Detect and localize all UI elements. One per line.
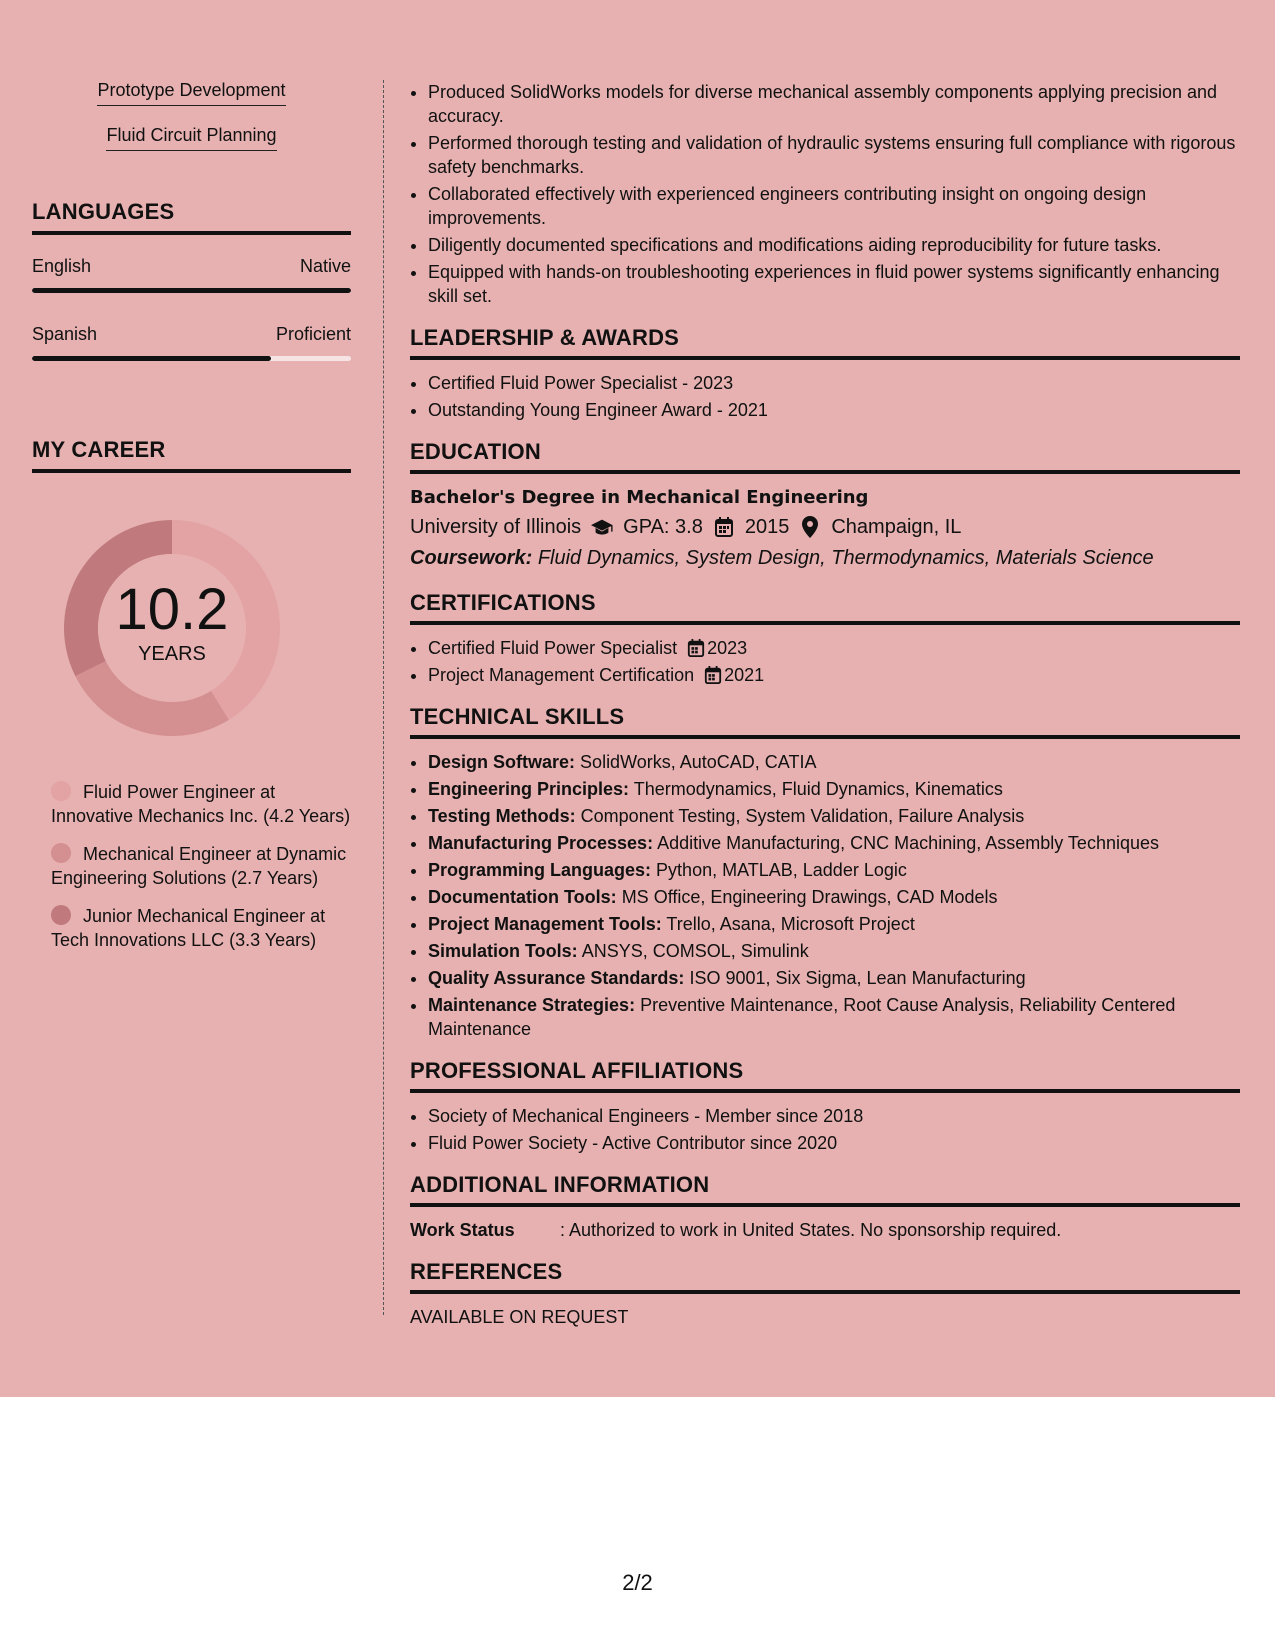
coursework-value: Fluid Dynamics, System Design, Thermodynamics, Materials Science [537,547,1154,569]
skills-list [32,78,351,151]
experience-bullet: • Equipped with hands-on troubleshooting experiences in fluid power systems significantly enhancing skill set. [428,260,1240,308]
certifications-heading: CERTIFICATIONS [410,590,1240,625]
language-level-bar [32,288,351,293]
leadership-item: • Certified Fluid Power Specialist - 2023 [428,371,1240,395]
affiliation-item: • Society of Mechanical Engineers - Member since 2018 [428,1104,1240,1128]
skill-value: SolidWorks, AutoCAD, CATIA [580,752,817,772]
skill-value: Preventive Maintenance, Root Cause Analysis, Reliability Centered Maintenance [428,995,1176,1039]
skill-value: Python, MATLAB, Ladder Logic [656,860,907,880]
technical-skill-item [428,777,1240,801]
language-level: Proficient [275,324,351,344]
education-coursework [410,543,1240,573]
career-legend [32,780,351,952]
leadership-list [410,371,1240,422]
career-legend-text: Mechanical Engineer at Dynamic Engineering Solutions (2.7 Years) [51,844,347,888]
career-donut-chart [52,508,292,748]
skill-value: ANSYS, COMSOL, Simulink [581,941,809,961]
technical-skill-item [428,885,1240,909]
certification-item [428,636,1240,660]
certification-item [428,663,1240,687]
experience-bullet: • Collaborated effectively with experienced engineers contributing insight on ongoing design improvements. [428,182,1240,230]
experience-bullet: • Produced SolidWorks models for diverse mechanical assembly components applying precision and accuracy. [428,80,1240,128]
language-level-fill [32,356,271,361]
skill-label: Design Software: [428,752,576,772]
legend-dot-icon [51,781,71,801]
certification-year: 2021 [724,665,765,685]
technical-skill-item [428,939,1240,963]
education-school: University of Illinois [410,516,582,538]
left-column [32,78,351,966]
affiliations-heading: PROFESSIONAL AFFILIATIONS [410,1058,1240,1093]
career-legend-item [51,842,351,890]
skill-item: Prototype Development [97,78,285,106]
leadership-item: • Outstanding Young Engineer Award - 2021 [428,398,1240,422]
references-heading: REFERENCES [410,1259,1240,1294]
language-level-fill [32,288,351,293]
column-divider [383,80,384,1315]
career-heading: MY CAREER [32,437,351,473]
skill-label: Programming Languages: [428,860,652,880]
skill-value: Thermodynamics, Fluid Dynamics, Kinematics [633,779,1003,799]
skill-value: Component Testing, System Validation, Failure Analysis [580,806,1025,826]
references-text: AVAILABLE ON REQUEST [410,1307,629,1327]
career-legend-text: Junior Mechanical Engineer at Tech Innovations LLC (3.3 Years) [51,906,326,950]
certifications-list [410,636,1240,687]
skill-label: Project Management Tools: [428,914,662,934]
technical-skill-item [428,831,1240,855]
skill-label: Documentation Tools: [428,887,617,907]
career-legend-text: Fluid Power Engineer at Innovative Mechanics Inc. (4.2 Years) [51,782,351,826]
technical-skills-heading: TECHNICAL SKILLS [410,704,1240,739]
coursework-label: Coursework: [410,547,533,569]
skill-value: MS Office, Engineering Drawings, CAD Models [621,887,998,907]
education-location: Champaign, IL [831,516,962,538]
legend-dot-icon [51,905,71,925]
technical-skills-list [410,750,1240,1041]
legend-dot-icon [51,843,71,863]
career-legend-item [51,904,351,952]
affiliations-list [410,1104,1240,1155]
language-name: English [32,256,92,276]
career-total-unit: YEARS [138,643,206,665]
career-total-value: 10.2 [115,577,229,642]
leadership-heading: LEADERSHIP & AWARDS [410,325,1240,360]
language-name: Spanish [32,324,98,344]
skill-label: Simulation Tools: [428,941,578,961]
skill-value: Additive Manufacturing, CNC Machining, Assembly Techniques [657,833,1159,853]
experience-bullet: • Diligently documented specifications and modifications aiding reproducibility for future tasks. [428,233,1240,257]
skill-value: ISO 9001, Six Sigma, Lean Manufacturing [689,968,1026,988]
calendar-icon [687,639,705,657]
page-number: 2/2 [622,1570,653,1595]
skill-label: Quality Assurance Standards: [428,968,685,988]
calendar-icon [713,516,735,538]
language-level: Native [299,256,351,276]
certification-year: 2023 [707,638,748,658]
language-spanish [32,323,351,361]
certification-name: Certified Fluid Power Specialist [428,638,678,658]
education-year: 2015 [744,516,790,538]
certification-name: Project Management Certification [428,665,695,685]
work-status-label: Work Status [410,1220,515,1240]
education-details [410,511,1240,543]
right-column [410,80,1240,1329]
education-gpa: GPA: 3.8 [623,516,703,538]
map-pin-icon [799,516,821,538]
work-status-value: : Authorized to work in United States. No sponsorship required. [560,1220,1062,1240]
graduation-cap-icon [591,516,613,538]
technical-skill-item [428,993,1240,1041]
skill-value: Trello, Asana, Microsoft Project [666,914,915,934]
technical-skill-item [428,804,1240,828]
work-status-row [410,1218,1240,1242]
additional-info-heading: ADDITIONAL INFORMATION [410,1172,1240,1207]
technical-skill-item [428,750,1240,774]
language-level-bar [32,356,351,361]
skill-label: Maintenance Strategies: [428,995,636,1015]
experience-bullets [410,80,1240,308]
career-legend-item [51,780,351,828]
education-degree: Bachelor's Degree in Mechanical Engineering [410,487,869,508]
education-heading: EDUCATION [410,439,1240,474]
languages-heading: LANGUAGES [32,199,351,235]
skill-label: Engineering Principles: [428,779,630,799]
language-english [32,255,351,293]
experience-bullet: • Performed thorough testing and validation of hydraulic systems ensuring full compliance with rigorous safety benchmarks. [428,131,1240,179]
technical-skill-item [428,912,1240,936]
calendar-icon [704,666,722,684]
technical-skill-item [428,858,1240,882]
technical-skill-item [428,966,1240,990]
skill-label: Manufacturing Processes: [428,833,654,853]
skill-item: Fluid Circuit Planning [106,123,276,151]
skill-label: Testing Methods: [428,806,576,826]
affiliation-item: • Fluid Power Society - Active Contributor since 2020 [428,1131,1240,1155]
